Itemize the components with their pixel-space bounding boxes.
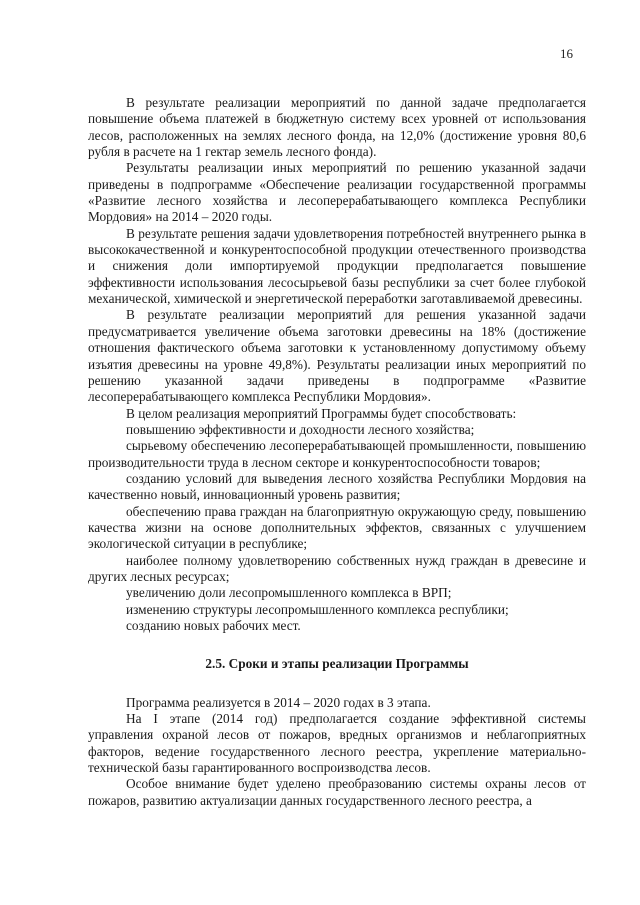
paragraph: На I этапе (2014 год) предполагается создание эффективной системы управления охраной лесов от пожаров, вредных организмов и неблагоприятных факторов, ведение государственного лесного реестра, укрепление материально-технической базы гарантированного воспроизводства лесов. bbox=[88, 711, 586, 776]
paragraph: В результате реализации мероприятий для решения указанной задачи предусматривается увеличение объема заготовки древесины на 18% (достижение отношения фактического объема заготовки к установленному допустимому объему изъятия древесины на уровне 49,8%). Результаты реализации иных мероприятий по решению указанной задачи приведены в подпрограмме «Развитие лесоперерабатывающего комплекса Республики Мордовия». bbox=[88, 307, 586, 405]
document-body bbox=[88, 95, 586, 809]
paragraph: В результате решения задачи удовлетворения потребностей внутреннего рынка в высококачественной и конкурентоспособной продукции отечественного производства и снижения доли импортируемой продукции предполагается повышение эффективности использования лесосырьевой базы республики за счет более глубокой механической, химической и энергетической переработки заготавливаемой древесины. bbox=[88, 225, 586, 307]
list-item: повышению эффективности и доходности лесного хозяйства; bbox=[126, 421, 475, 437]
list-item: наиболее полному удовлетворению собственных нужд граждан в древесине и других лесных ресурсах; bbox=[88, 552, 586, 584]
list-item: сырьевому обеспечению лесоперерабатывающей промышленности, повышению производительности труда в лесном секторе и конкурентоспособности товаров; bbox=[88, 438, 586, 470]
paragraph: Особое внимание будет уделено преобразованию системы охраны лесов от пожаров, развитию актуализации данных государственного лесного реестра, а bbox=[88, 776, 586, 808]
list-item: изменению структуры лесопромышленного комплекса республики; bbox=[126, 601, 509, 617]
page-number: 16 bbox=[560, 46, 573, 61]
paragraph: Результаты реализации иных мероприятий по решению указанной задачи приведены в подпрограмме «Обеспечение реализации государственной программы «Развитие лесного хозяйства и лесоперерабатывающего комплекса Республики Мордовия» на 2014 – 2020 годы. bbox=[88, 160, 586, 225]
list-item: созданию новых рабочих мест. bbox=[126, 618, 301, 633]
paragraph: Программа реализуется в 2014 – 2020 годах в 3 этапа. bbox=[126, 694, 431, 710]
list-item: обеспечению права граждан на благоприятную окружающую среду, повышению качества жизни на основе дополнительных эффектов, связанных с улучшением экологической ситуации в республике; bbox=[88, 503, 586, 552]
section-heading: 2.5. Сроки и этапы реализации Программы bbox=[205, 656, 469, 672]
list-item: увеличению доли лесопромышленного комплекса в ВРП; bbox=[126, 585, 452, 601]
paragraph: В результате реализации мероприятий по данной задаче предполагается повышение объема платежей в бюджетную систему всех уровней от использования лесов, расположенных на землях лесного фонда, на 12,0% (достижение уровня 80,6 рубля в расчете на 1 гектар земель лесного фонда). bbox=[88, 95, 586, 160]
paragraph: В целом реализация мероприятий Программы будет способствовать: bbox=[126, 405, 517, 421]
list-item: созданию условий для выведения лесного хозяйства Республики Мордовия на качественно новый, инновационный уровень развития; bbox=[88, 470, 586, 503]
